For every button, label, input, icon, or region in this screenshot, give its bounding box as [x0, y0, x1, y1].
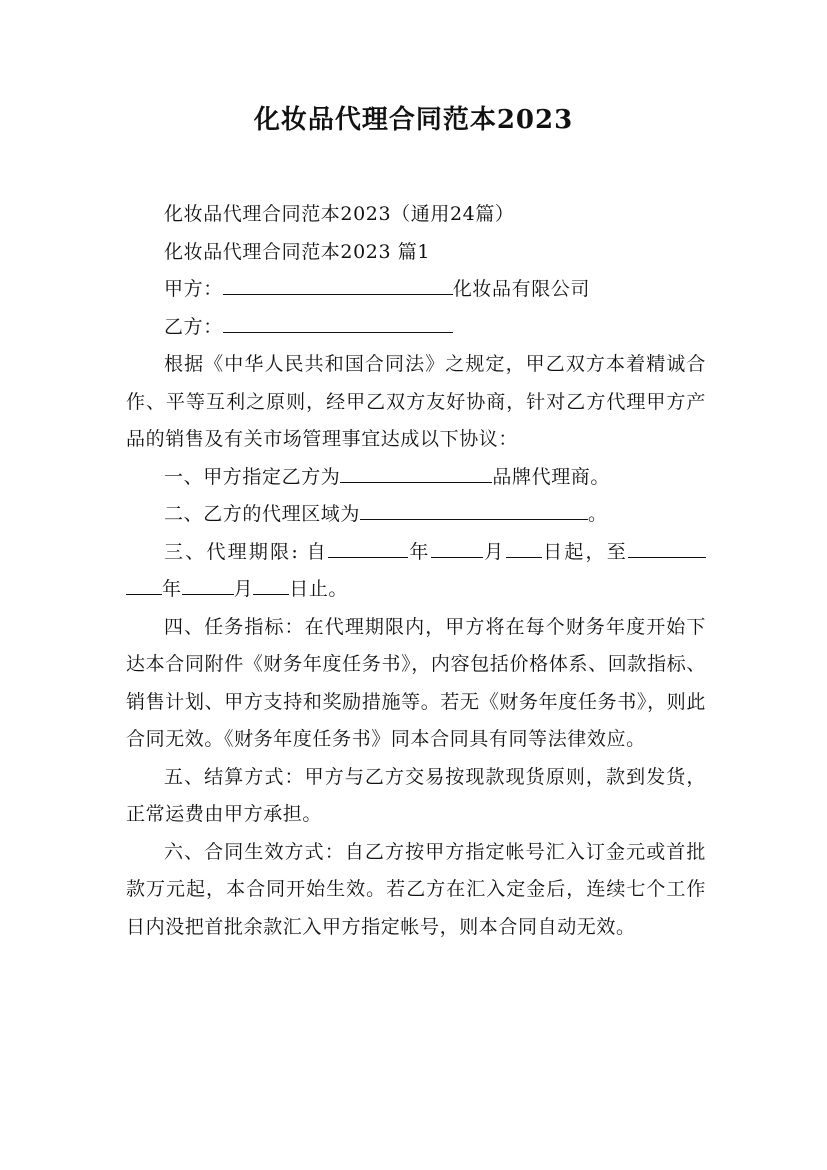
clause-3-day-end: 日止。 [289, 578, 349, 600]
end-day-blank [253, 576, 289, 595]
clause-3-month: 月 [482, 540, 506, 563]
clause-2 [126, 496, 706, 534]
party-a-blank [223, 276, 453, 295]
clause-2-prefix: 二、乙方的代理区域为 [164, 503, 361, 525]
party-b-label: 乙方： [164, 315, 223, 338]
party-b-blank [223, 313, 453, 332]
start-month-blank [431, 538, 483, 557]
clause-3 [126, 534, 706, 609]
end-year-blank-b [126, 576, 162, 595]
clause-3-prefix: 三、代理期限: 自 [164, 540, 328, 563]
intro-paragraph: 根据《中华人民共和国合同法》之规定，甲乙双方本着精诚合作、平等互利之原则，经甲乙双方友好协商，针对乙方代理甲方产品的销售及有关市场管理事宜达成以下协议： [126, 353, 706, 450]
clause-1 [126, 459, 706, 497]
clause-3-day-start: 日起，至 [541, 540, 628, 563]
party-b-line [126, 309, 706, 347]
clause-6: 六、合同生效方式：自乙方按甲方指定帐号汇入订金元或首批款万元起，本合同开始生效。若乙方在汇入定金后，连续七个工作日内没把首批余款汇入甲方指定帐号，则本合同自动无效。 [126, 840, 706, 938]
start-day-blank [506, 538, 542, 557]
party-a-line [126, 271, 706, 309]
section-heading: 化妆品代理合同范本2023 篇1 [164, 240, 431, 263]
party-a-label: 甲方： [164, 278, 223, 300]
document-title: 化妆品代理合同范本2023 [253, 105, 574, 135]
clause-2-suffix: 。 [588, 503, 608, 525]
clause-3-year2: 年 [162, 578, 182, 600]
document-subtitle: 化妆品代理合同范本2023（通用24篇） [164, 203, 515, 225]
party-a-suffix: 化妆品有限公司 [452, 278, 591, 300]
clause-3-month2: 月 [233, 578, 254, 600]
clause-3-year: 年 [407, 540, 431, 563]
clause-5: 五、结算方式：甲方与乙方交易按现款现货原则，款到发货，正常运费由甲方承担。 [126, 765, 706, 825]
region-blank [360, 501, 588, 520]
end-year-blank-a [628, 538, 706, 557]
start-year-blank [328, 538, 408, 557]
clause-1-suffix: 品牌代理商。 [492, 465, 611, 488]
clause-4: 四、任务指标：在代理期限内，甲方将在每个财务年度开始下达本合同附件《财务年度任务书》，内容包括价格体系、回款指标、销售计划、甲方支持和奖励措施等。若无《财务年度任务书》，则此合同无效。《财务年度任务书》同本合同具有同等法律效应。 [126, 615, 706, 750]
end-month-blank [182, 576, 234, 595]
document-body [126, 196, 706, 946]
clause-1-prefix: 一、甲方指定乙方为 [164, 465, 341, 488]
brand-blank [340, 463, 492, 482]
